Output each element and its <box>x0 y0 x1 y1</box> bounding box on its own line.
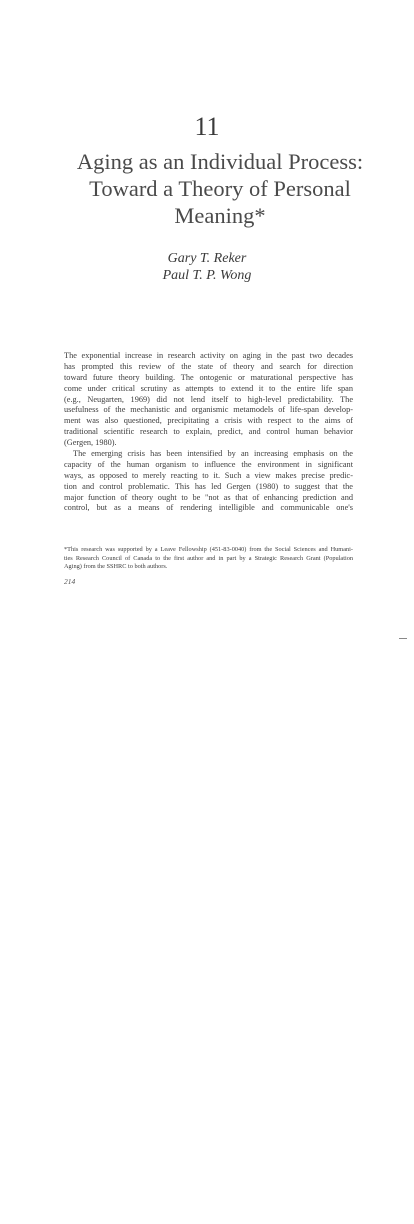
chapter-title <box>60 148 380 229</box>
author-list <box>0 250 414 284</box>
body-line: The exponential increase in research activity on aging in the past two decades <box>64 351 353 360</box>
chapter-title-line: Toward a Theory of Personal <box>89 176 351 201</box>
body-line: control, but as a means of rendering intelligible and communicable one's <box>64 503 353 513</box>
page-number: 214 <box>64 577 76 586</box>
body-line: ment was also questioned, precipitating a crisis with respect to the aims of <box>64 416 353 426</box>
body-line: usefulness of the mechanistic and organismic metamodels of life-span develop- <box>64 405 353 415</box>
author-name: Gary T. Reker <box>167 251 247 266</box>
author-name: Paul T. P. Wong <box>162 268 252 283</box>
body-line: has prompted this review of the state of theory and search for direction <box>64 361 353 371</box>
body-line: traditional scientific research to explain, predict, and control human behavior <box>64 427 353 437</box>
body-line: ways, as opposed to merely reacting to it. Such a view makes precise predic- <box>64 470 353 480</box>
body-line: come under critical scrutiny as attempts to extend it to the entire life span <box>64 383 353 393</box>
body-text <box>64 351 353 514</box>
chapter-title-line: Aging as an Individual Process: <box>76 149 364 174</box>
body-line: tion and control problematic. This has led Gergen (1980) to suggest that the <box>64 481 353 491</box>
body-line: (Gergen, 1980). <box>64 438 117 448</box>
footnote-line: *This research was supported by a Leave Fellowship (451-83-0040) from the Social Sciences and Humani- <box>64 546 353 553</box>
chapter-title-line: Meaning* <box>174 203 266 228</box>
body-line: major function of theory ought to be "not as that of enhancing prediction and <box>64 492 353 502</box>
body-line: toward future theory building. The ontogenic or maturational perspective has <box>64 372 353 382</box>
footnote-line: Aging) from the SSHRC to both authors. <box>64 563 168 571</box>
body-line: capacity of the human organism to influence the environment in significant <box>64 459 353 469</box>
footnote-line: ties Research Council of Canada to the first author and in part by a Strategic Research Grant (Population <box>64 554 353 562</box>
chapter-number: 11 <box>194 112 220 141</box>
footnote <box>64 546 353 572</box>
body-line: The emerging crisis has been intensified by an increasing emphasis on the <box>73 449 353 459</box>
scan-margin-mark <box>399 638 407 639</box>
body-line: (e.g., Neugarten, 1969) did not lend itself to high-level predictability. The <box>64 394 353 404</box>
